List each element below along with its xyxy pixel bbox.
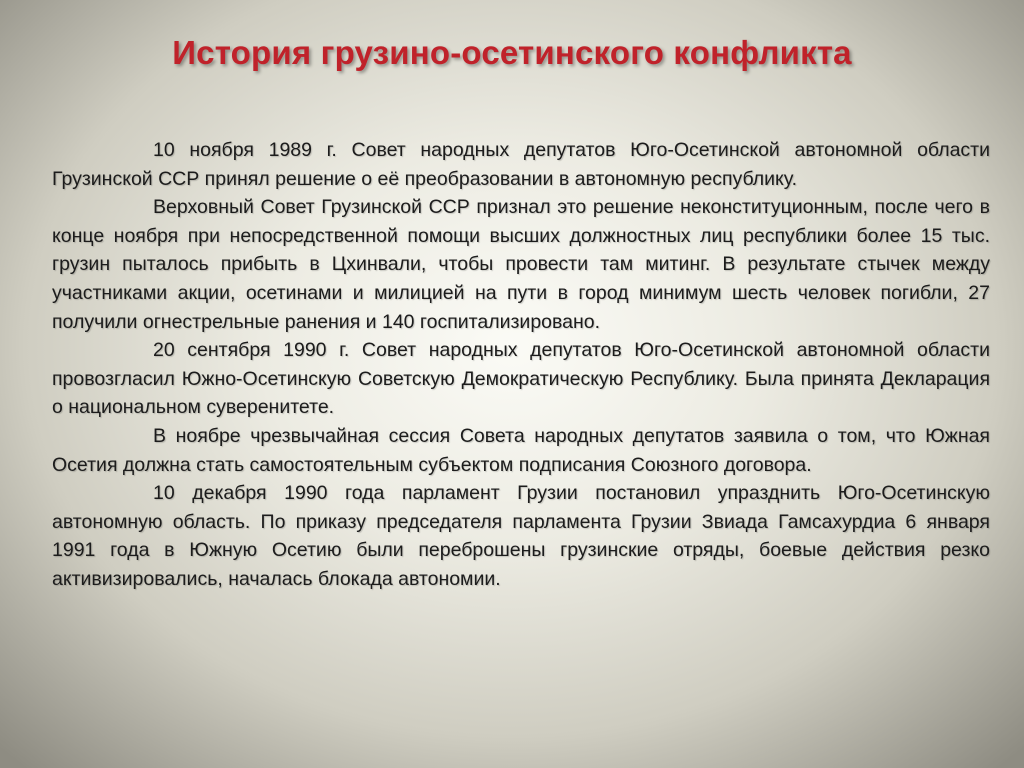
paragraph-1989-declaration: 10 ноября 1989 г. Совет народных депутатов Юго-Осетинской автономной области Грузинской ССР принял решение о её преобразовании в автономную республику. bbox=[52, 139, 990, 190]
paragraph-november-session: В ноябре чрезвычайная сессия Совета народных депутатов заявила о том, что Южная Осетия должна стать самостоятельным субъектом подписания Союзного договора. bbox=[52, 424, 990, 476]
slide-body bbox=[52, 136, 990, 594]
slide-title: История грузино-осетинского конфликта bbox=[172, 34, 852, 71]
paragraph-1990-republic: 20 сентября 1990 г. Совет народных депутатов Юго-Осетинской автономной области провозгласил Южно-Осетинскую Советскую Демократическую Республику. Была принята Декларация о национальном суверенитете. bbox=[52, 339, 990, 419]
paragraph-december-abolition: 10 декабря 1990 года парламент Грузии постановил упразднить Юго-Осетинскую автономную область. По приказу председателя парламента Грузии Звиада Гамсахурдиа 6 января 1991 года в Южную Осетию были переброшены грузинские отряды, боевые действия резко активизировались, началась блокада автономии. bbox=[52, 482, 990, 590]
paragraph-supreme-council-reaction: Верховный Совет Грузинской ССР признал это решение неконституционным, после чего в конце ноября при непосредственной помощи высших должностных лиц республики более 15 тыс. грузин пыталось прибыть в Цхинвали, чтобы провести там митинг. В результате стычек между участниками акции, осетинами и милицией на пути в город минимум шесть человек погибли, 27 получили огнестрельные ранения и 140 госпитализировано. bbox=[52, 196, 990, 333]
